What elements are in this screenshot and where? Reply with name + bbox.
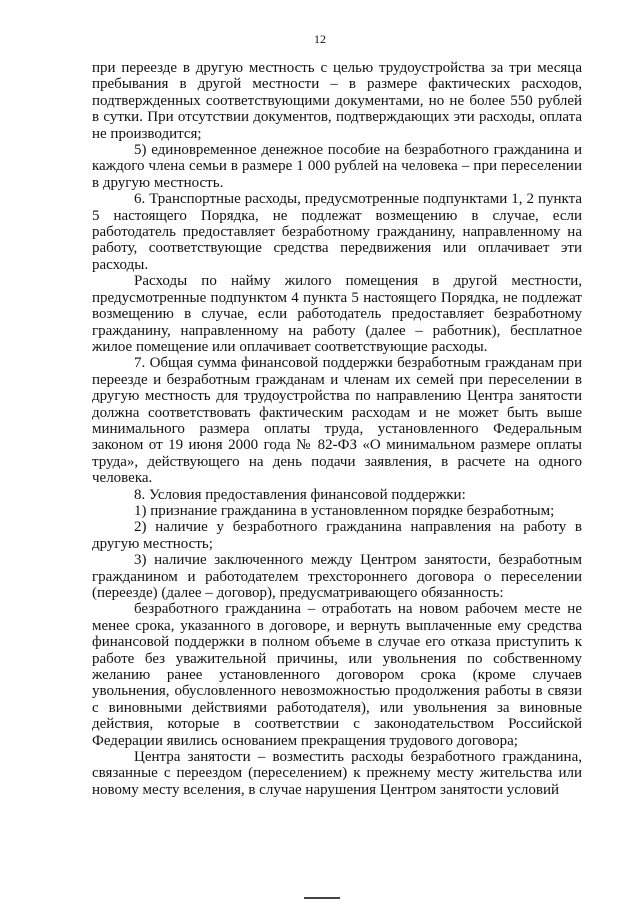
paragraph-section-7: 7. Общая сумма финансовой поддержки безработным гражданам при переезде и безработным гражданам и членам их семей при переселении в другую местность для трудоустройства по направлению Центра занятости должна соответствовать фактическим расходам и не может быть выше минимального размера оплаты труда, установленного Федеральным законом от 19 июня 2000 года № 82-ФЗ «О минимальном размере оплаты труда», действующего на день подачи заявления, в расчете на одного человека.	[92, 355, 582, 487]
page-number: 12	[314, 32, 326, 46]
paragraph-condition-1: 1) признание гражданина в установленном порядке безработным;	[134, 502, 555, 519]
paragraph-section-6: 6. Транспортные расходы, предусмотренные подпунктами 1, 2 пункта 5 настоящего Порядка, не подлежат возмещению в случае, если работодатель предоставляет безработному гражданину, направленному на работу, соответствующие средства передвижения или оплачивает эти расходы.	[92, 191, 582, 273]
paragraph-citizen-obligation: безработного гражданина – отработать на новом рабочем месте не менее срока, указанного в договоре, и вернуть выплаченные ему средства финансовой поддержки в полном объеме в случае его отказа приступить к работе без уважительной причины, или увольнения по собственному желанию ранее установленного договором срока (кроме случаев увольнения, обусловленного невозможностью продолжения работы в связи с виновными действиями работодателя), или увольнения за виновные действия, которые в соответствии с законодательством Российской Федерации явились основанием прекращения трудового договора;	[92, 601, 582, 749]
paragraph-item-5: 5) единовременное денежное пособие на безработного гражданина и каждого члена семьи в размере 1 000 рублей на человека – при переселении в другую местность.	[92, 142, 582, 191]
paragraph-condition-3: 3) наличие заключенного между Центром занятости, безработным гражданином и работодателем трехстороннего договора о переселении (переезде) (далее – договор), предусматривающего обязанность:	[92, 552, 582, 601]
paragraph-condition-2: 2) наличие у безработного гражданина направления на работу в другую местность;	[92, 519, 582, 552]
paragraph-section-8: 8. Условия предоставления финансовой поддержки:	[134, 486, 466, 503]
paragraph-housing-expenses: Расходы по найму жилого помещения в другой местности, предусмотренные подпунктом 4 пункта 5 настоящего Порядка, не подлежат возмещению в случае, если работодатель предоставляет безработному гражданину, направленному на работу (далее – работник), бесплатное жилое помещение или оплачивает соответствующие расходы.	[92, 273, 582, 355]
document-body	[92, 60, 582, 798]
paragraph-center-obligation: Центра занятости – возместить расходы безработного гражданина, связанные с переездом (переселением) к прежнему месту жительства или новому месту вселения, в случае нарушения Центром занятости условий	[92, 749, 582, 798]
footer-mark	[304, 897, 340, 899]
paragraph-continuation: при переезде в другую местность с целью трудоустройства за три месяца пребывания в другой местности – в размере фактических расходов, подтвержденных соответствующими документами, но не более 550 рублей в сутки. При отсутствии документов, подтверждающих эти расходы, оплата не производится;	[92, 60, 582, 142]
